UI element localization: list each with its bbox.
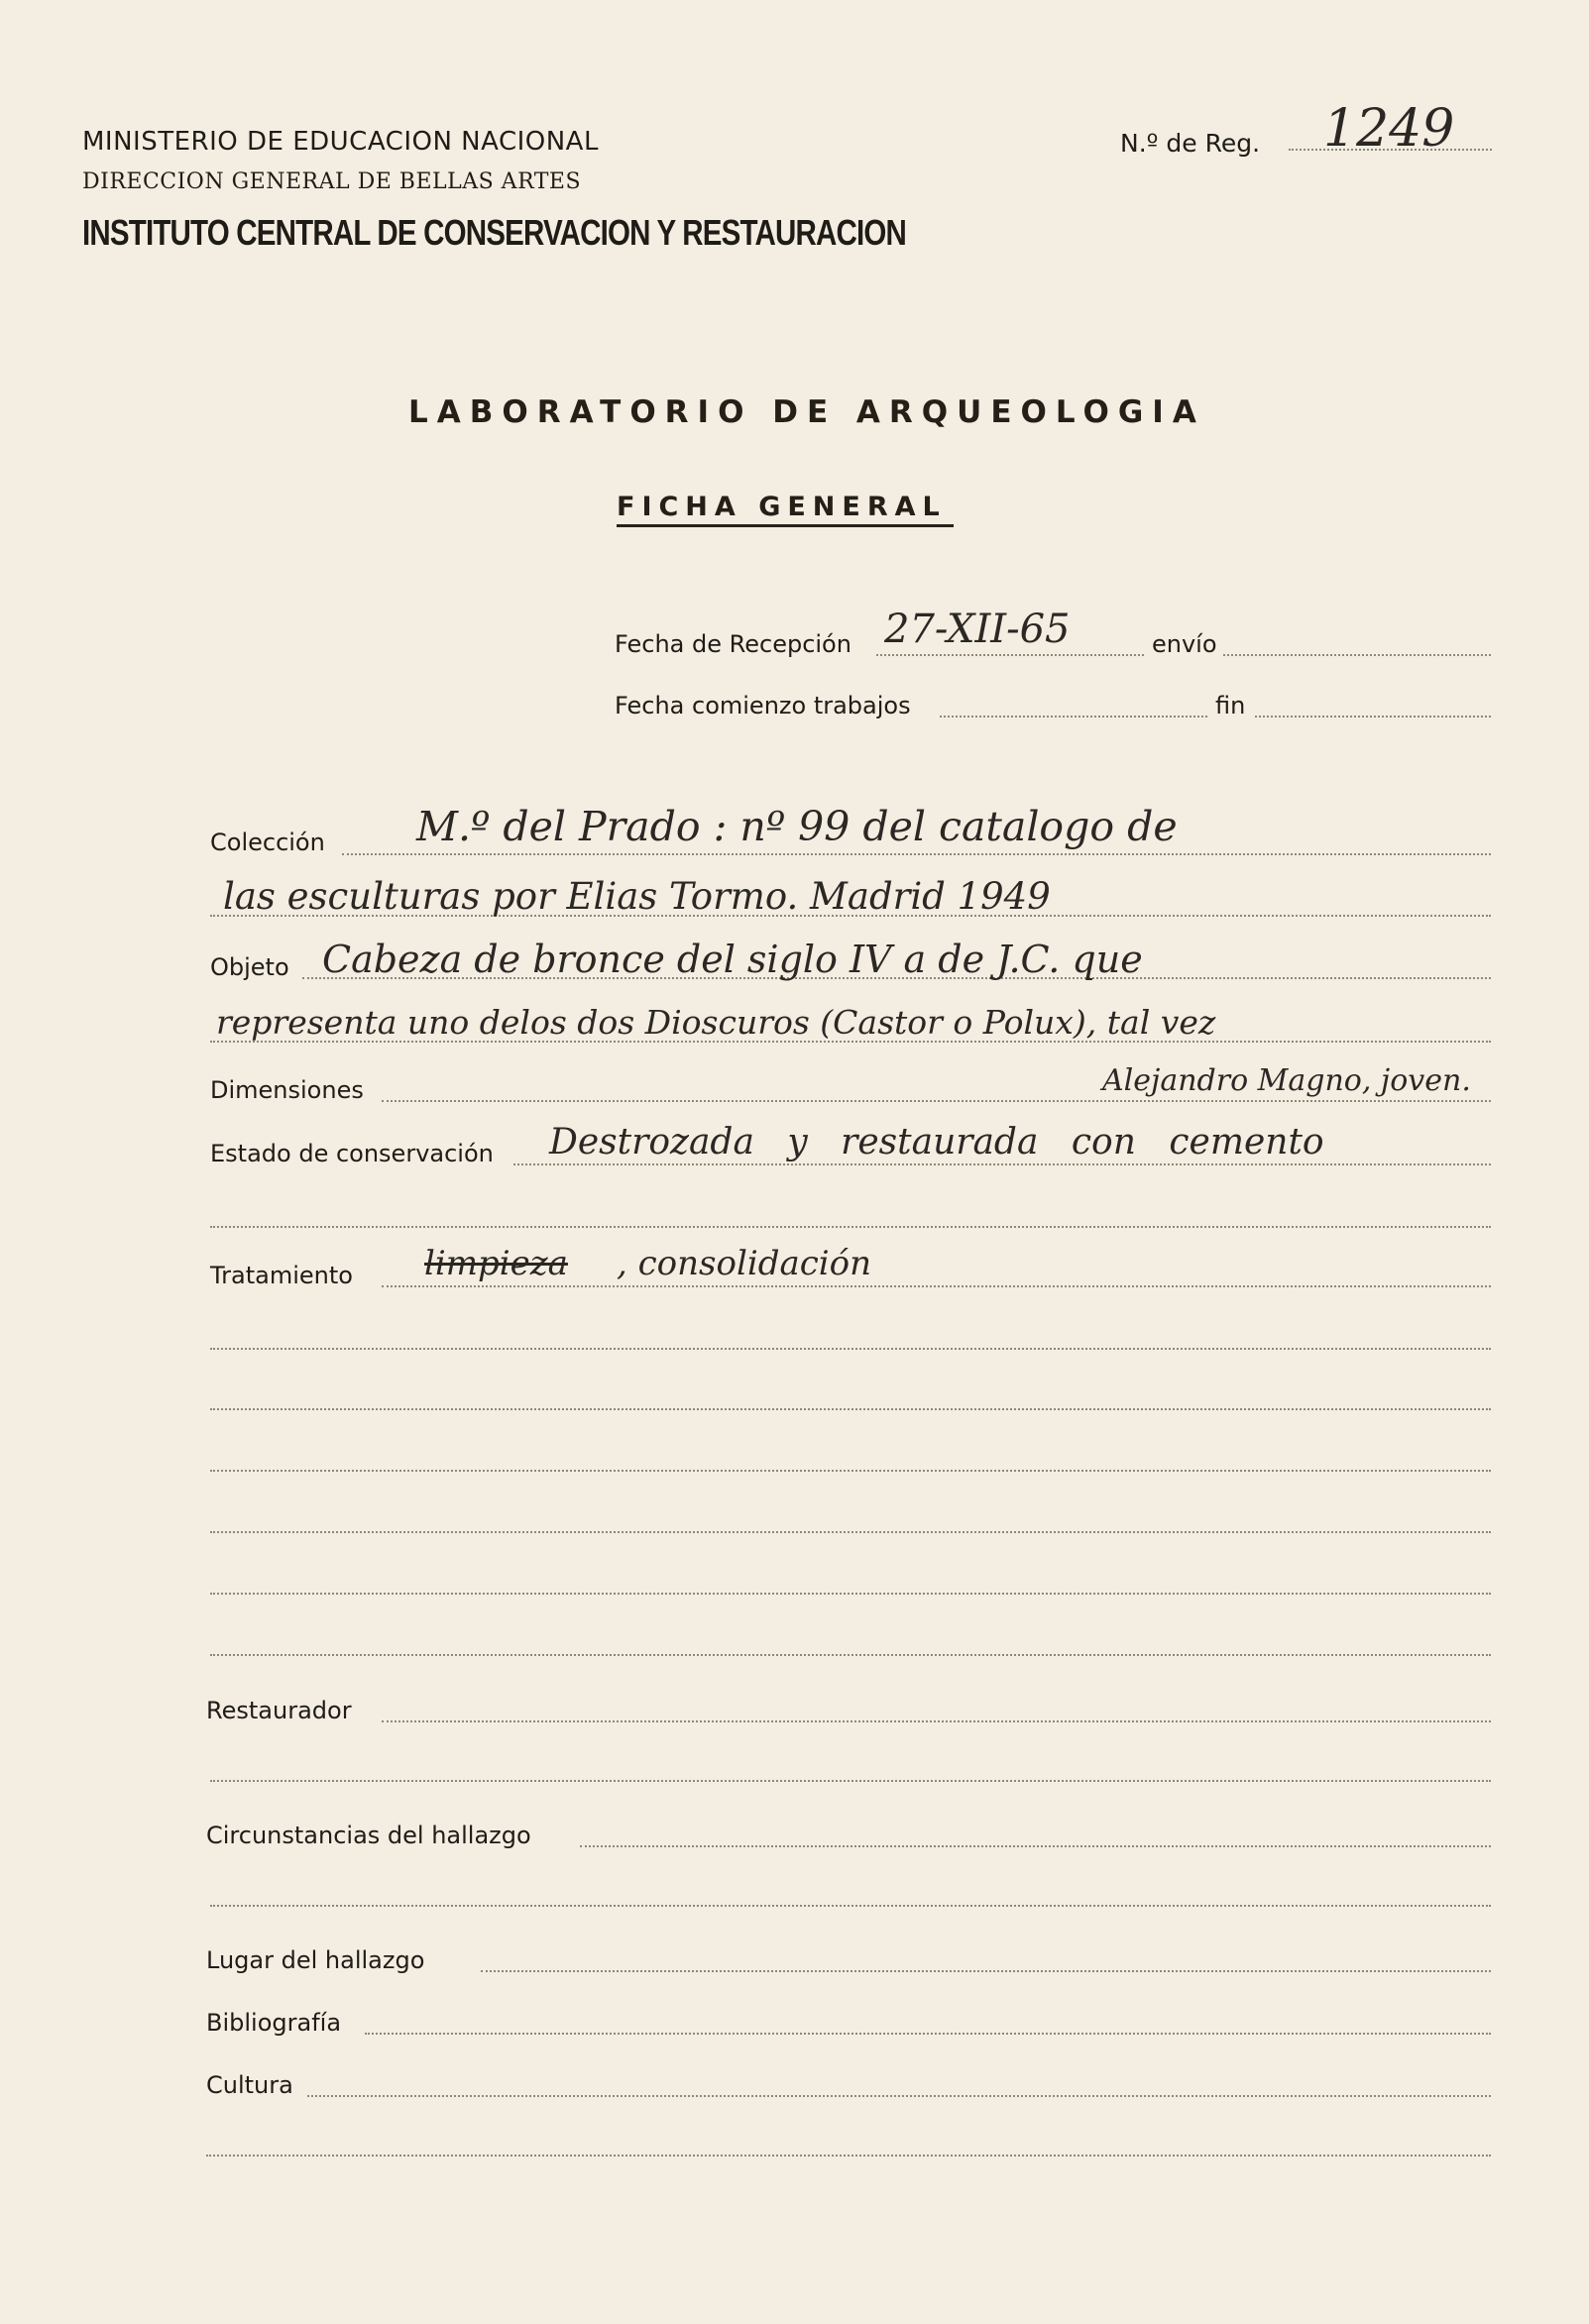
fecha-recepcion-label: Fecha de Recepción bbox=[615, 630, 851, 658]
lugar-label: Lugar del hallazgo bbox=[206, 1946, 425, 1974]
registration-label: N.º de Reg. bbox=[1120, 129, 1261, 158]
subtitle-underline bbox=[617, 524, 954, 527]
fecha-recepcion-line bbox=[876, 654, 1144, 656]
cultura-line-2 bbox=[206, 2155, 1491, 2157]
form-subtitle: FICHA GENERAL bbox=[617, 492, 947, 522]
objeto-value-2: representa uno delos dos Dioscuros (Castor o Polux), tal vez bbox=[216, 1003, 1216, 1042]
blank-line-5 bbox=[210, 1593, 1491, 1595]
circunstancias-line-2 bbox=[210, 1905, 1491, 1907]
direction-heading: DIRECCION GENERAL DE BELLAS ARTES bbox=[82, 169, 582, 194]
tratamiento-struck-value: limpieza bbox=[424, 1244, 568, 1283]
objeto-label: Objeto bbox=[210, 953, 289, 981]
tratamiento-value: , consolidación bbox=[617, 1244, 872, 1283]
blank-line-2 bbox=[210, 1408, 1491, 1410]
restaurador-line-2 bbox=[210, 1780, 1491, 1782]
fin-label: fin bbox=[1215, 692, 1246, 719]
blank-line-4 bbox=[210, 1531, 1491, 1533]
estado-line-2 bbox=[210, 1226, 1491, 1228]
blank-line-3 bbox=[210, 1470, 1491, 1472]
coleccion-value-2: las esculturas por Elias Tormo. Madrid 1949 bbox=[223, 875, 1051, 918]
fecha-comienzo-line bbox=[940, 716, 1207, 718]
coleccion-line-1 bbox=[342, 853, 1491, 855]
circunstancias-label: Circunstancias del hallazgo bbox=[206, 1822, 531, 1849]
estado-label: Estado de conservación bbox=[210, 1140, 494, 1167]
dimensiones-label: Dimensiones bbox=[210, 1076, 364, 1104]
coleccion-value-1: M.º del Prado : nº 99 del catalogo de bbox=[416, 803, 1178, 850]
fin-line bbox=[1255, 716, 1491, 718]
envio-line bbox=[1223, 654, 1491, 656]
dimensiones-value: Alejandro Magno, joven. bbox=[1102, 1063, 1471, 1098]
tratamiento-label: Tratamiento bbox=[210, 1262, 353, 1289]
dimensiones-line bbox=[382, 1100, 1491, 1102]
institute-heading: INSTITUTO CENTRAL DE CONSERVACION Y RESTAURACION bbox=[82, 212, 907, 253]
ministry-heading: MINISTERIO DE EDUCACION NACIONAL bbox=[82, 127, 599, 157]
objeto-value-1: Cabeza de bronce del siglo IV a de J.C. que bbox=[322, 938, 1143, 981]
bibliografia-line bbox=[365, 2033, 1491, 2035]
cultura-line bbox=[307, 2095, 1491, 2097]
envio-label: envío bbox=[1152, 630, 1217, 658]
page-title: LABORATORIO DE ARQUEOLOGIA bbox=[408, 394, 1205, 430]
estado-value: Destrozada y restaurada con cemento bbox=[549, 1122, 1324, 1162]
estado-line-1 bbox=[513, 1163, 1491, 1165]
cultura-label: Cultura bbox=[206, 2071, 293, 2099]
restaurador-line bbox=[382, 1720, 1491, 1722]
restaurador-label: Restaurador bbox=[206, 1697, 352, 1724]
circunstancias-line bbox=[580, 1845, 1491, 1847]
registration-number: 1249 bbox=[1323, 99, 1455, 159]
lugar-line bbox=[481, 1970, 1491, 1972]
tratamiento-line bbox=[382, 1285, 1491, 1287]
blank-line-1 bbox=[210, 1348, 1491, 1350]
fecha-recepcion-value: 27-XII-65 bbox=[884, 607, 1071, 652]
blank-line-6 bbox=[210, 1654, 1491, 1656]
coleccion-label: Colección bbox=[210, 829, 325, 856]
fecha-comienzo-label: Fecha comienzo trabajos bbox=[615, 692, 911, 719]
bibliografia-label: Bibliografía bbox=[206, 2009, 342, 2037]
